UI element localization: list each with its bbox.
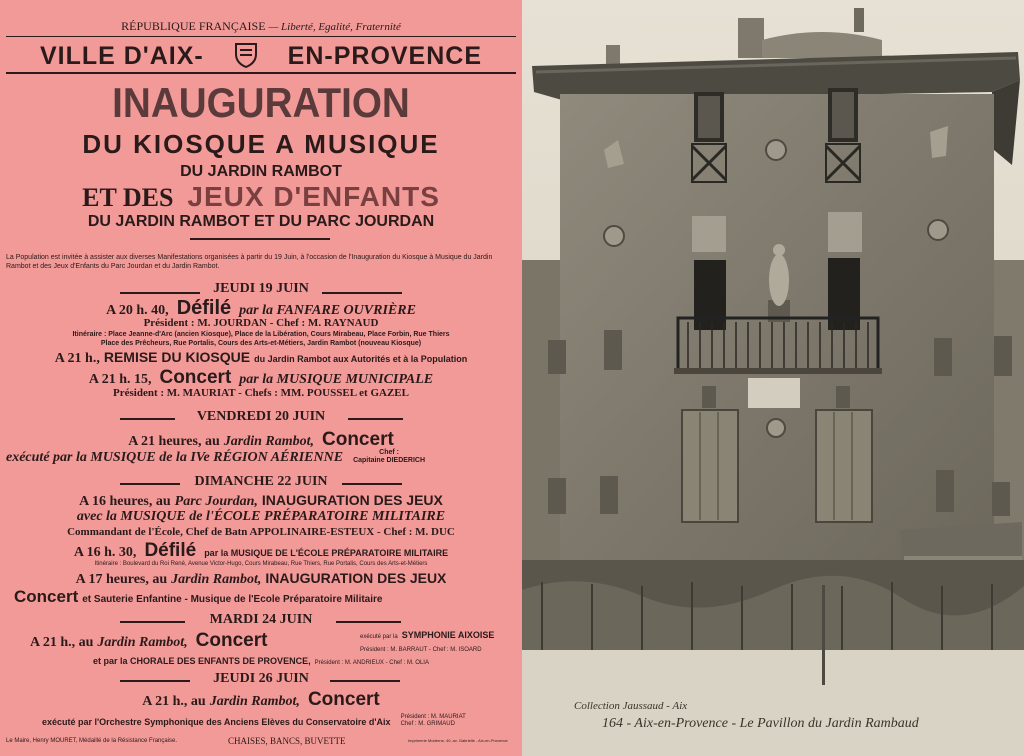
footer-mayor: Le Maire, Henry MOURET, Médaillé de la Résistance Française. — [6, 738, 178, 744]
e9-r2: Chef : M. GRIMAUD — [400, 721, 455, 728]
e8-r2: Président : M. BARRAUT - Chef : M. ISOARD — [360, 647, 482, 653]
e9-r1: Président : M. MAURIAT — [400, 714, 466, 721]
city-rule — [6, 72, 516, 74]
e9-right — [401, 714, 466, 728]
e5-text: INAUGURATION DES JEUX — [261, 492, 443, 508]
event-3 — [0, 368, 522, 387]
date-mardi-24: MARDI 24 JUIN — [209, 612, 313, 627]
e8-line2b: Président : M. ANDRIEUX - Chef : M. OLIA — [314, 660, 429, 666]
e9-line2: exécuté par l'Orchestre Symphonique des Anciens Elèves du Conservatoire d'Aix — [42, 717, 391, 727]
photo-collection: Collection Jaussaud - Aix — [574, 700, 688, 712]
date-rule-right — [348, 418, 403, 420]
e9-concert: Concert — [307, 689, 380, 710]
date-vendredi-20: VENDREDI 20 JUIN — [196, 409, 326, 424]
event-8 — [30, 630, 267, 652]
e4-chef — [353, 449, 425, 465]
city-left: VILLE D'AIX- — [39, 42, 204, 71]
date-dimanche-22: DIMANCHE 22 JUIN — [194, 474, 328, 489]
e2-time: A 21 h., — [54, 351, 100, 366]
e4-chef-label: Chef : — [379, 449, 399, 457]
date-rule-right — [336, 621, 401, 623]
event-7 — [0, 571, 522, 587]
e5-line3: Commandant de l'École, Chef de Batn APPOLINAIRE-ESTEUX - Chef : M. DUC — [67, 526, 455, 538]
jeux-enfants: JEUX D'ENFANTS — [187, 181, 440, 212]
poster-subtitle-3: DU JARDIN RAMBOT ET DU PARC JOURDAN — [87, 213, 435, 230]
pavilion-photo — [522, 0, 1024, 756]
e8-line2: et par la CHORALE DES ENFANTS DE PROVENCE, — [93, 656, 311, 666]
e4-time: A 21 heures, au — [128, 434, 220, 449]
city-right: EN-PROVENCE — [287, 42, 483, 71]
postcard-photo — [522, 0, 1024, 756]
e4-chef-name: Capitaine DIEDERICH — [353, 457, 426, 465]
event-5 — [0, 493, 522, 509]
ornament-rule — [190, 238, 330, 240]
e6-time: A 16 h. 30, — [73, 545, 137, 560]
e6-tail: par la MUSIQUE DE L'ÉCOLE PRÉPARATOIRE MILITAIRE — [204, 548, 449, 558]
e9-time: A 21 h., au — [142, 694, 206, 709]
e3-president: Président : M. MAURIAT - Chefs : MM. POUSSEL et GAZEL — [113, 387, 409, 399]
poster-subtitle-1: DU KIOSQUE A MUSIQUE — [82, 129, 440, 159]
event-8-line2 — [0, 652, 522, 668]
e1-itinerary-2: Place des Prêcheurs, Rue Portalis, Cours des Arts-et-Métiers, Jardin Rambot (nouveau Kiosque) — [100, 340, 422, 347]
e1-president: Président : M. JOURDAN - Chef : M. RAYNAUD — [143, 317, 379, 329]
event-7-line2 — [14, 587, 382, 607]
e1-defile: Défilé — [176, 297, 232, 319]
e1-time: A 20 h. 40, — [106, 303, 169, 318]
republic-text: RÉPUBLIQUE FRANÇAISE — [121, 19, 266, 33]
e4-concert: Concert — [322, 429, 394, 450]
top-rule — [6, 36, 516, 37]
date-rule-right — [330, 680, 400, 682]
event-1 — [0, 298, 522, 318]
e7-tail: et Sauterie Enfantine - Musique de l'Ecole Préparatoire Militaire — [82, 594, 383, 605]
event-9 — [0, 690, 522, 709]
motto-text: — Liberté, Egalité, Fraternité — [268, 21, 401, 33]
e6-itinerary: Itinéraire : Boulevard du Roi René, Avenue Victor-Hugo, Cours Mirabeau, Rue Thiers, Rue Portalis, Cours des Arts-et-Métiers — [94, 561, 428, 567]
e2-text: REMISE DU KIOSQUE — [103, 349, 251, 365]
e1-itinerary-1: Itinéraire : Place Jeanne-d'Arc (ancien Kiosque), Place de la Libération, Cours Mirabeau, Place Forbin, Rue Thiers — [72, 331, 450, 338]
e7-time: A 17 heures, au — [75, 572, 168, 587]
event-9-line2 — [42, 712, 466, 730]
intro-text: La Population est invitée à assister aux diverses Manifestations organisées à partir du 19 Juin, à l'occasion de l'Inauguration du Kiosque à Musique du Jardin Rambot et des Jeux d'Enfants du Parc Jourdan et du Jardin Rambot. — [6, 254, 493, 270]
e5-place: Parc Jourdan, — [174, 494, 258, 509]
event-4-line2 — [6, 448, 425, 466]
date-rule-right — [342, 483, 402, 485]
city-line — [0, 42, 522, 73]
e7-place: Jardin Rambot, — [171, 572, 262, 587]
footer-chairs: CHAISES, BANCS, BUVETTE — [228, 736, 346, 746]
e6-defile: Défilé — [144, 540, 197, 561]
poster-subtitle-2: DU JARDIN RAMBOT — [180, 163, 342, 180]
e3-concert: Concert — [159, 367, 232, 388]
e5-time: A 16 heures, au — [79, 494, 171, 509]
footer-printer: Imprimerie Moderne, 40, av. Gabrielle - Aix-en-Provence — [408, 738, 508, 743]
e9-place: Jardin Rambot, — [209, 694, 300, 709]
e8-place: Jardin Rambot, — [97, 635, 188, 650]
e3-time: A 21 h. 15, — [88, 372, 152, 387]
photo-caption: 164 - Aix-en-Provence - Le Pavillon du Jardin Rambaud — [602, 716, 919, 731]
e3-tail: par la MUSIQUE MUNICIPALE — [239, 372, 434, 387]
e8-concert: Concert — [195, 630, 268, 651]
e4-place: Jardin Rambot, — [223, 434, 314, 449]
event-6 — [0, 541, 522, 560]
jeux-line — [0, 183, 522, 211]
event-2 — [0, 350, 522, 366]
date-rule-right — [322, 292, 402, 294]
poster-title: INAUGURATION — [112, 79, 410, 126]
date-jeudi-26: JEUDI 26 JUIN — [213, 671, 309, 686]
e1-tail: par la FANFARE OUVRIÈRE — [239, 303, 416, 318]
e7-text: INAUGURATION DES JEUX — [265, 570, 447, 586]
republic-line — [0, 20, 522, 33]
city-crest-icon — [232, 42, 260, 73]
e2-tail: du Jardin Rambot aux Autorités et à la Population — [254, 354, 468, 364]
event-4 — [0, 430, 522, 449]
e4-line2: exécuté par la MUSIQUE de la IVe RÉGION AÉRIENNE — [6, 450, 344, 465]
e8-time: A 21 h., au — [30, 635, 94, 650]
e7-concert: Concert — [14, 587, 79, 606]
e8-r1b: SYMPHONIE AIXOISE — [401, 630, 495, 640]
et-des: ET DES — [82, 183, 174, 212]
e5-line2: avec la MUSIQUE de l'ÉCOLE PRÉPARATOIRE MILITAIRE — [76, 509, 446, 524]
e8-r1: exécuté par la — [360, 634, 398, 640]
date-jeudi-19: JEUDI 19 JUIN — [213, 281, 309, 296]
